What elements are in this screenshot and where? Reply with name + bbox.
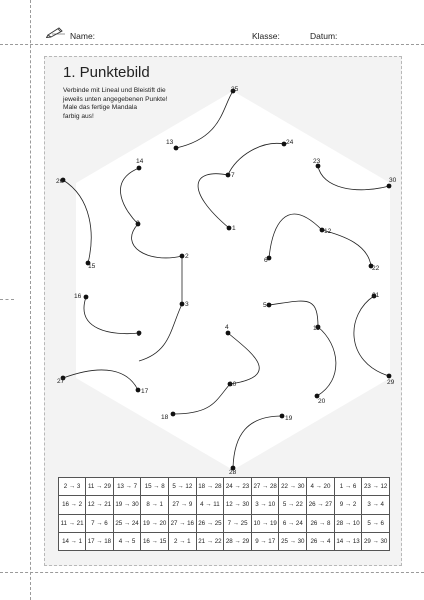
table-cell: 8 → 1 bbox=[141, 496, 169, 514]
date-label: Datum: bbox=[310, 31, 338, 41]
label-29: 29 bbox=[387, 379, 395, 386]
label-15: 15 bbox=[88, 263, 96, 270]
dot-7 bbox=[226, 173, 231, 178]
table-cell: 4 → 20 bbox=[307, 478, 335, 496]
dot-5 bbox=[267, 303, 272, 308]
table-cell: 18 → 28 bbox=[196, 478, 224, 496]
table-row bbox=[59, 478, 390, 496]
table-cell: 26 → 8 bbox=[307, 514, 335, 532]
label-28: 28 bbox=[229, 469, 237, 476]
solution-table bbox=[58, 477, 390, 551]
label-8: 8 bbox=[136, 220, 140, 227]
table-cell: 5 → 6 bbox=[362, 514, 390, 532]
label-13: 13 bbox=[166, 139, 174, 146]
table-cell: 9 → 2 bbox=[334, 496, 362, 514]
instructions bbox=[63, 87, 193, 121]
table-cell: 25 → 30 bbox=[279, 532, 307, 550]
table-cell: 7 → 25 bbox=[224, 514, 252, 532]
dot-1 bbox=[227, 226, 232, 231]
table-cell: 29 → 30 bbox=[362, 532, 390, 550]
label-4: 4 bbox=[225, 324, 229, 331]
dot-17 bbox=[136, 388, 141, 393]
label-11: 11 bbox=[313, 325, 320, 332]
table-cell: 2 → 3 bbox=[59, 478, 86, 496]
label-7: 7 bbox=[231, 172, 235, 179]
label-30: 30 bbox=[389, 177, 397, 184]
page-title: 1. Punktebild bbox=[63, 64, 150, 81]
name-label: Name: bbox=[70, 31, 96, 41]
label-23: 23 bbox=[313, 158, 321, 165]
table-cell: 27 → 9 bbox=[168, 496, 196, 514]
table-cell: 10 → 19 bbox=[251, 514, 279, 532]
instruction-line: jeweils unten angegebenen Punkte! bbox=[63, 95, 168, 103]
table-cell: 3 → 4 bbox=[362, 496, 390, 514]
dot-4 bbox=[226, 331, 231, 336]
table-cell: 11 → 21 bbox=[59, 514, 86, 532]
hexagon-area bbox=[76, 91, 390, 470]
table-row bbox=[59, 532, 390, 550]
label-17: 17 bbox=[141, 388, 149, 395]
dot-13 bbox=[174, 146, 179, 151]
table-cell: 4 → 5 bbox=[113, 532, 141, 550]
table-cell: 17 → 18 bbox=[86, 532, 114, 550]
table-cell: 27 → 16 bbox=[168, 514, 196, 532]
label-2: 2 bbox=[185, 253, 189, 260]
label-26: 26 bbox=[56, 178, 64, 185]
label-19: 19 bbox=[285, 415, 293, 422]
instruction-line: Verbinde mit Lineal und Bleistift die bbox=[63, 87, 166, 94]
table-cell: 2 → 1 bbox=[168, 532, 196, 550]
table-cell: 14 → 13 bbox=[334, 532, 362, 550]
table-cell: 5 → 22 bbox=[279, 496, 307, 514]
label-20: 20 bbox=[318, 398, 326, 405]
table-cell: 14 → 1 bbox=[59, 532, 86, 550]
table-cell: 7 → 6 bbox=[86, 514, 114, 532]
table-cell: 26 → 25 bbox=[196, 514, 224, 532]
table-cell: 23 → 12 bbox=[362, 478, 390, 496]
table-cell: 28 → 10 bbox=[334, 514, 362, 532]
table-cell: 24 → 23 bbox=[224, 478, 252, 496]
table-cell: 26 → 27 bbox=[307, 496, 335, 514]
table-cell: 15 → 8 bbox=[141, 478, 169, 496]
table-cell: 11 → 29 bbox=[86, 478, 114, 496]
table-cell: 25 → 24 bbox=[113, 514, 141, 532]
table-cell: 16 → 2 bbox=[59, 496, 86, 514]
label-24: 24 bbox=[286, 139, 294, 146]
table-row bbox=[59, 496, 390, 514]
instruction-line: Male das fertige Mandala bbox=[63, 104, 138, 112]
table-cell: 3 → 10 bbox=[251, 496, 279, 514]
table-cell: 12 → 30 bbox=[224, 496, 252, 514]
dot-18 bbox=[171, 412, 176, 417]
instruction-line: farbig aus! bbox=[63, 112, 94, 120]
table-cell: 19 → 20 bbox=[141, 514, 169, 532]
table-cell: 6 → 24 bbox=[279, 514, 307, 532]
dot-30 bbox=[387, 184, 392, 189]
dot-14 bbox=[137, 166, 142, 171]
label-6: 6 bbox=[264, 257, 268, 264]
label-21: 21 bbox=[372, 292, 380, 299]
label-18: 18 bbox=[161, 414, 169, 421]
dot-29 bbox=[387, 374, 392, 379]
table-cell: 1 → 6 bbox=[334, 478, 362, 496]
table-cell: 4 → 11 bbox=[196, 496, 224, 514]
table-cell: 9 → 17 bbox=[251, 532, 279, 550]
label-27: 27 bbox=[57, 378, 65, 385]
label-3: 3 bbox=[185, 301, 189, 308]
table-cell: 16 → 15 bbox=[141, 532, 169, 550]
table-cell: 28 → 29 bbox=[224, 532, 252, 550]
dot-16 bbox=[84, 295, 89, 300]
class-label: Klasse: bbox=[252, 31, 280, 41]
label-9: 9 bbox=[137, 331, 141, 338]
label-25: 25 bbox=[231, 86, 239, 93]
label-10: 10 bbox=[229, 381, 237, 388]
dot-2 bbox=[180, 254, 185, 259]
table-cell: 21 → 22 bbox=[196, 532, 224, 550]
label-12: 12 bbox=[324, 228, 332, 235]
label-5: 5 bbox=[263, 302, 267, 309]
table-cell: 19 → 30 bbox=[113, 496, 141, 514]
dot-19 bbox=[280, 414, 285, 419]
dot-3 bbox=[180, 302, 185, 307]
table-cell: 12 → 21 bbox=[86, 496, 114, 514]
label-1: 1 bbox=[232, 225, 236, 232]
label-14: 14 bbox=[136, 158, 144, 165]
table-cell: 13 → 7 bbox=[113, 478, 141, 496]
table-cell: 5 → 12 bbox=[168, 478, 196, 496]
table-row bbox=[59, 514, 390, 532]
table-cell: 26 → 4 bbox=[307, 532, 335, 550]
label-22: 22 bbox=[372, 265, 380, 272]
label-16: 16 bbox=[74, 293, 82, 300]
table-cell: 27 → 28 bbox=[251, 478, 279, 496]
table-cell: 22 → 30 bbox=[279, 478, 307, 496]
